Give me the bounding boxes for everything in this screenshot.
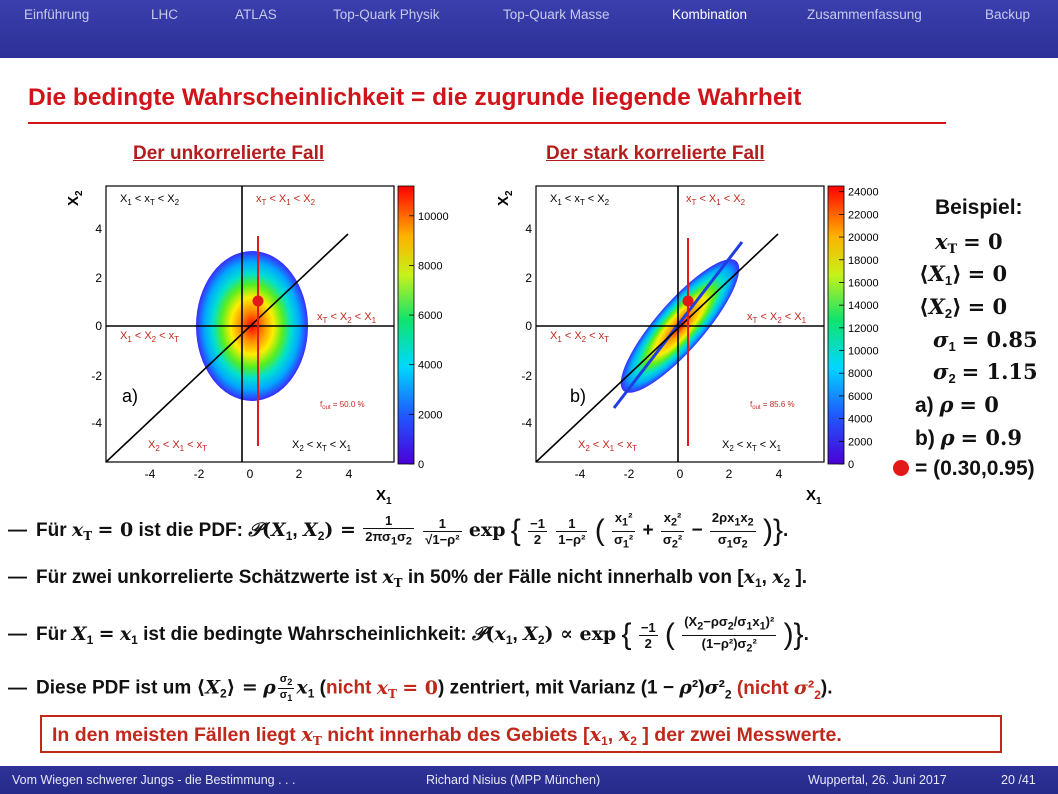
bullet-pdf-mid: ist die PDF: (138, 520, 243, 542)
svg-text:X2 < X1 < xT: $X_2 < X_1 < x_T$ (148, 439, 208, 453)
colorbar-tick-label: 4000 (848, 413, 873, 426)
svg-text:X1 < X2 < xT: $X_1 < X_2 < x_T$ (550, 330, 610, 344)
subhead-uncorrelated: Der unkorrelierte Fall (133, 143, 325, 164)
svg-text:X2: $X_2$ (495, 190, 515, 206)
colorbar-tick-label: 4000 (418, 359, 443, 372)
svg-text:X1: $X_1$ (376, 487, 392, 506)
example-heading: Beispiel: (935, 196, 1023, 219)
footer-author: Richard Nisius (MPP München) (426, 773, 601, 787)
plot-a-xtick: 2 (295, 467, 303, 481)
plot-a-ytick: -2 (91, 369, 102, 383)
svg-text:X2: $X_2$ (65, 190, 85, 206)
svg-text:X1 < X2 < xT: $X_1 < X_2 < x_T$ (120, 330, 180, 344)
example-sigma2: = 1.15 (961, 359, 1038, 384)
plot-b-ytick: 4 (525, 222, 532, 236)
nav-item-lhc[interactable]: LHC (151, 7, 179, 22)
plot-a-xtick: 0 (246, 467, 254, 481)
colorbar-tick-label: 24000 (848, 186, 879, 199)
colorbar-tick-label: 12000 (848, 322, 879, 335)
bullet-conditional-mid: ist die bedingte Wahrscheinlichkeit: (143, 624, 467, 646)
nav-item-top-quark-physik[interactable]: Top-Quark Physik (333, 7, 440, 22)
svg-text:fout = 50.0 %: $f_{out} = 50.0$ % (320, 400, 365, 411)
example-sigma1: = 0.85 (961, 327, 1038, 352)
svg-text:xT < X1 < X2: $x_T < X_1 < X_2$ (256, 193, 316, 207)
svg-text:xT < X1 < X2: $x_T < X_1 < X_2$ (686, 193, 746, 207)
footer-date: Wuppertal, 26. Juni 2017 (808, 773, 947, 787)
conclusion-post: nicht innerhab des Gebiets [ (327, 724, 590, 746)
subhead-correlated: Der stark korrelierte Fall (546, 143, 765, 164)
bullet-uncorrelated: — Für zwei unkorrelierte Schätzwerte ist $x_T$ in 50% der Fälle nicht innerhalb von [$x_1$, $x_2$ ]. (8, 566, 808, 590)
footer-talk-title: Vom Wiegen schwerer Jungs - die Bestimmung . . . (12, 773, 296, 787)
plot-b-fout: 85.6 % (769, 400, 795, 409)
colorbar-tick-label: 2000 (848, 436, 873, 449)
title-underline (28, 122, 946, 124)
plot-a-ytick: 0 (95, 319, 102, 333)
plot-a-xtick: 4 (345, 467, 353, 481)
plot-a-fout: 50.0 % (339, 400, 365, 409)
plot-b-ytick: 0 (525, 319, 532, 333)
footer-bar (0, 766, 1058, 794)
plot-uncorrelated (58, 176, 468, 506)
colorbar-tick-label: 8000 (848, 368, 873, 381)
bullet-variance-nicht: nicht (326, 677, 372, 699)
conclusion-pre: In den meisten Fällen liegt (52, 724, 296, 746)
colorbar-tick-label: 22000 (848, 209, 879, 222)
nav-item-einfuehrung[interactable]: Einführung (24, 7, 90, 22)
plot-a-ytick: -4 (91, 416, 102, 430)
plot-b-xtick: -2 (623, 467, 635, 481)
svg-text:X1 < xT < X2: $X_1 < x_T < X_2$ (550, 193, 610, 207)
colorbar-tick-label: 6000 (418, 310, 443, 323)
plot-b-xtick: 0 (676, 467, 684, 481)
bullet-variance-mid: ) zentriert, mit Varianz (1 − (438, 677, 674, 699)
nav-item-zusammenfassung[interactable]: Zusammenfassung (807, 7, 922, 22)
plot-a-ytick: 2 (95, 271, 102, 285)
example-mean-x1: = 0 (967, 261, 1008, 286)
example-label-b: b) (915, 427, 935, 450)
example-xT: = 0 (963, 229, 1003, 254)
nav-item-kombination[interactable]: Kombination (672, 7, 748, 22)
nav-item-top-quark-masse[interactable]: Top-Quark Masse (503, 7, 610, 22)
colorbar-tick-label: 0 (848, 459, 855, 471)
svg-text:xT < X2 < X1: $x_T < X_2 < X_1$ (747, 311, 807, 325)
plot-b-xtick: -4 (574, 467, 586, 481)
bullet-pdf-pre: Für (36, 520, 67, 542)
footer-page-number: 20 /41 (1001, 773, 1036, 787)
plot-a-colorbar (398, 186, 414, 464)
plot-a-xtick: -4 (144, 467, 156, 481)
conclusion-box: In den meisten Fällen liegt $x_T$ nicht innerhab des Gebiets [$x_1$, $x_2$ ] der zwei Messwerte. (40, 715, 1002, 753)
bullet-pdf: — Für $x_T = 0$ ist die PDF: $𝒫(X_1$, $X_2$) = $\frac{1}{2\pi\sigma_1\sigma_2}$ $\frac{1}{\text{√1−ρ²}}$ exp { $\frac{-1}{2}$ $\frac{1}{\text{1−ρ²}}$ ( $\frac{x_1^2}{\sigma_1^2}$ + $\frac{x_2^2}{\sigma_2^2}$ − $\frac{2\rho x_1x_2}{\sigma_1\sigma_2}$ )}. (8, 510, 789, 551)
conclusion-end: ] der zwei Messwerte. (642, 724, 842, 746)
bullet-uncorrelated-post: in 50% der Fälle nicht innerhalb von [ (407, 567, 744, 588)
colorbar-tick-label: 14000 (848, 300, 879, 313)
plot-a-ytick: 4 (95, 222, 102, 236)
plot-b-ytick: -4 (521, 416, 532, 430)
bullet-conditional: — Für $X_1 = x_1$ ist die bedingte Wahrscheinlichkeit: $𝒫(x_1$, $X_2) \propto \exp$ { $\frac{-1}{2}$ ( $\frac{(X_2-\rho\sigma_2/\sigma_1x_1)^2}{(1-\rho^2)\sigma_2^2}$ )}. (8, 614, 809, 655)
plot-b-xtick: 2 (725, 467, 733, 481)
plot-a-point-marker (253, 296, 264, 307)
example-mean-x2: = 0 (967, 294, 1008, 319)
navigation-bar (0, 0, 1058, 58)
red-point-icon (893, 460, 909, 476)
svg-text:X2 < X1 < xT: $X_2 < X_1 < x_T$ (578, 439, 638, 453)
colorbar-tick-label: 16000 (848, 277, 879, 290)
svg-text:xT < X2 < X1: $x_T < X_2 < X_1$ (317, 311, 377, 325)
plot-b-panel-label: b) (570, 386, 587, 406)
bullet-variance: — Diese PDF ist um $⟨X_2⟩ = \rho$ $\frac{\sigma_2}{\sigma_1}$ $x_1$ (nicht $x_T = 0$) zentriert, mit Varianz $(1 - \rho^2)\sigma^2_2$ (nicht $\sigma^2_2$). (8, 673, 833, 704)
example-point: = (0.30,0.95) (915, 457, 1035, 480)
bullet-uncorrelated-pre: Für zwei unkorrelierte Schätzwerte ist (36, 567, 378, 588)
plot-correlated (488, 176, 898, 506)
plot-b-colorbar (828, 186, 844, 464)
colorbar-tick-label: 6000 (848, 390, 873, 403)
example-label-a: a) (915, 394, 934, 417)
plot-b-ytick: -2 (521, 369, 532, 383)
colorbar-tick-label: 18000 (848, 254, 879, 267)
example-rho-a: = 0 (959, 392, 999, 417)
nav-item-atlas[interactable]: ATLAS (235, 7, 277, 22)
svg-text:X2 < xT < X1: $X_2 < x_T < X_1$ (292, 439, 352, 453)
colorbar-tick-label: 10000 (848, 345, 879, 358)
colorbar-tick-label: 20000 (848, 232, 879, 245)
bullet-conditional-pre: Für (36, 624, 67, 646)
bullet-variance-nicht2: (nicht (736, 677, 789, 699)
svg-text:X2 < xT < X1: $X_2 < x_T < X_1$ (722, 439, 782, 453)
svg-text:X1: $X_1$ (806, 487, 822, 506)
plot-a-panel-label: a) (122, 386, 139, 406)
nav-item-backup[interactable]: Backup (985, 7, 1031, 22)
colorbar-tick-label: 2000 (418, 409, 443, 422)
plot-b-xtick: 4 (775, 467, 783, 481)
plot-b-ytick: 2 (525, 271, 532, 285)
plot-b-point-marker (683, 296, 694, 307)
plot-a-xtick: -2 (193, 467, 205, 481)
example-rho-b: = 0.9 (960, 425, 1022, 450)
colorbar-tick-label: 10000 (418, 210, 449, 223)
colorbar-tick-label: 0 (418, 459, 425, 471)
svg-text:fout = 85.6 %: $f_{out} = 85.6$ % (750, 400, 795, 411)
colorbar-tick-label: 8000 (418, 260, 443, 273)
slide-title: Die bedingte Wahrscheinlichkeit = die zugrunde liegende Wahrheit (28, 84, 802, 111)
bullet-variance-pre: Diese PDF ist um (36, 677, 192, 699)
svg-text:X1 < xT < X2: $X_1 < x_T < X_2$ (120, 193, 180, 207)
